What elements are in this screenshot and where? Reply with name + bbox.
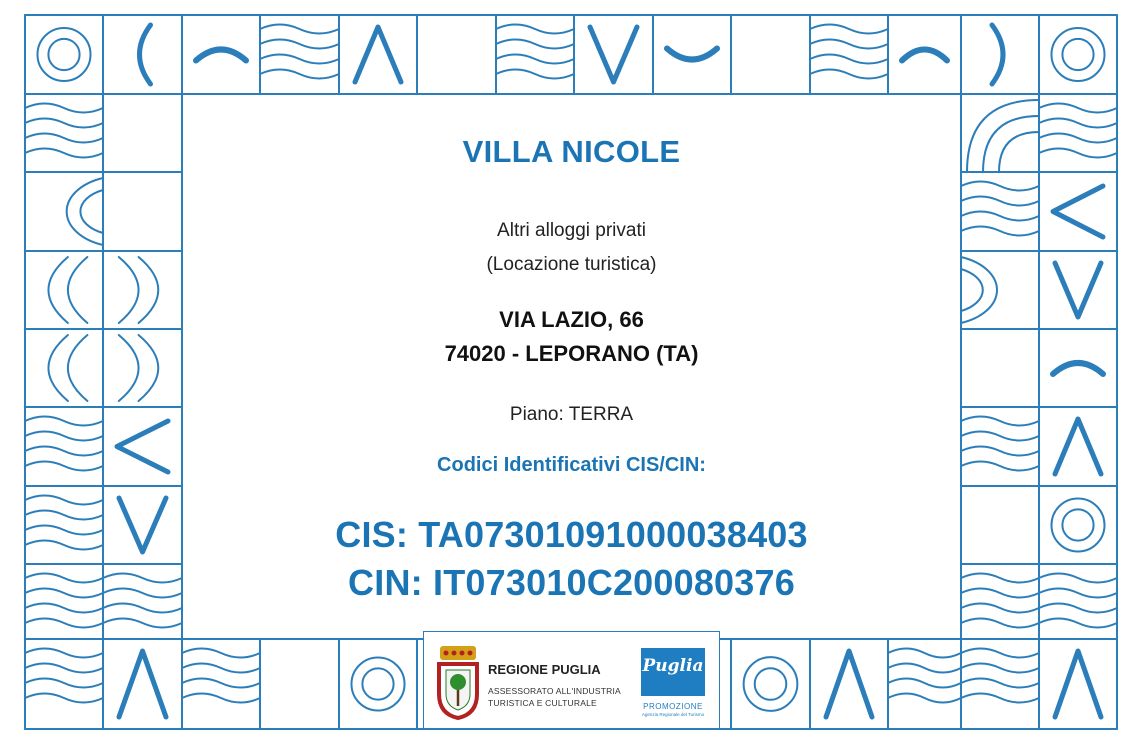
accommodation-subtype: (Locazione turistica) bbox=[486, 254, 657, 275]
region-subtitle-line2: TURISTICA E CULTURALE bbox=[488, 698, 597, 708]
region-subtitle-line1: ASSESSORATO ALL'INDUSTRIA bbox=[488, 686, 621, 696]
address-street: VIA LAZIO, 66 bbox=[499, 307, 644, 332]
accommodation-type: Altri alloggi privati bbox=[497, 220, 646, 241]
cin-code: CIN: IT073010C200080376 bbox=[348, 562, 795, 603]
region-title: REGIONE PUGLIA bbox=[488, 662, 601, 677]
property-name: VILLA NICOLE bbox=[462, 134, 681, 169]
promozione-tagline: Agenzia Regionale del Turismo bbox=[641, 712, 705, 717]
address-city: 74020 - LEPORANO (TA) bbox=[444, 341, 699, 366]
info-panel bbox=[182, 94, 961, 639]
regione-puglia-crest-icon bbox=[436, 644, 480, 720]
codes-heading: Codici Identificativi CIS/CIN: bbox=[437, 454, 706, 476]
floor-info: Piano: TERRA bbox=[509, 404, 634, 425]
promozione-label: PROMOZIONE bbox=[643, 702, 703, 711]
puglia-promozione-logo bbox=[641, 648, 705, 696]
sponsor-logos bbox=[423, 631, 720, 729]
cis-code: CIS: TA07301091000038403 bbox=[335, 514, 808, 555]
puglia-logo-text: Puglia bbox=[642, 656, 704, 676]
